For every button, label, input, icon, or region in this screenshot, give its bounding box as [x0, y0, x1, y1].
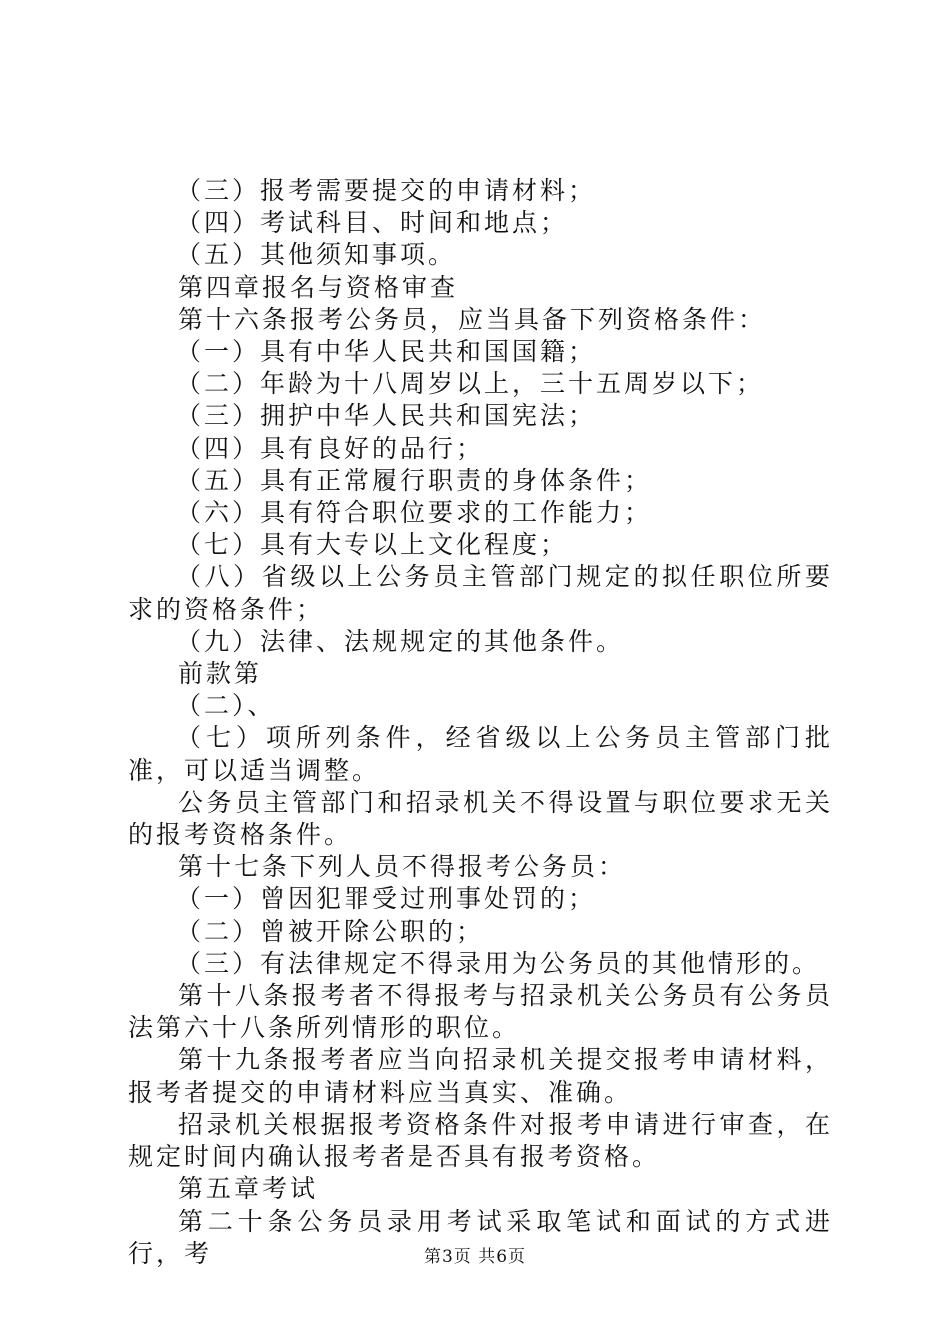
- paragraph: （二）年龄为十八周岁以上，三十五周岁以下；: [176, 369, 765, 399]
- article-paragraph: 第十九条报考者应当向招录机关提交报考申请材料，报考者提交的申请材料应当真实、准确。: [128, 1045, 833, 1107]
- paragraph: （二）曾被开除公职的；: [176, 916, 485, 946]
- paragraph: 公务员主管部门和招录机关不得设置与职位要求无关的报考资格条件。: [128, 787, 833, 850]
- paragraph: （三）拥护中华人民共和国宪法；: [176, 401, 597, 431]
- paragraph: （五）具有正常履行职责的身体条件；: [176, 465, 653, 495]
- chapter-heading: 第四章报名与资格审查: [178, 272, 459, 302]
- paragraph: 前款第: [178, 659, 263, 689]
- paragraph: （九）法律、法规规定的其他条件。: [176, 626, 625, 656]
- paragraph: （七）项所列条件，经省级以上公务员主管部门批准，可以适当调整。: [128, 723, 833, 785]
- paragraph: （一）具有中华人民共和国国籍；: [176, 337, 597, 367]
- paragraph: （四）考试科目、时间和地点；: [176, 208, 569, 238]
- article-paragraph: 第十八条报考者不得报考与招录机关公务员有公务员法第六十八条所列情形的职位。: [128, 981, 833, 1043]
- page-number: 第3页 共6页: [423, 1247, 527, 1267]
- paragraph: （一）曾因犯罪受过刑事处罚的；: [176, 884, 597, 914]
- paragraph: （三）报考需要提交的申请材料；: [176, 176, 597, 205]
- paragraph: （四）具有良好的品行；: [176, 433, 485, 463]
- article-paragraph: 第十七条下列人员不得报考公务员：: [178, 852, 627, 882]
- paragraph: （八）省级以上公务员主管部门规定的拟任职位所要求的资格条件；: [128, 562, 833, 624]
- article-paragraph: 第十六条报考公务员，应当具备下列资格条件：: [178, 304, 767, 334]
- paragraph: （五）其他须知事项。: [176, 240, 457, 270]
- article-paragraph: 第二十条公务员录用考试采取笔试和面试的方式进行，考: [128, 1206, 833, 1268]
- document-body: [128, 175, 833, 1270]
- paragraph: 招录机关根据报考资格条件对报考申请进行审查，在规定时间内确认报考者是否具有报考资格。: [128, 1109, 833, 1172]
- page-footer: [0, 1242, 950, 1267]
- paragraph: （三）有法律规定不得录用为公务员的其他情形的。: [176, 948, 821, 978]
- chapter-heading: 第五章考试: [178, 1174, 319, 1204]
- paragraph: （六）具有符合职位要求的工作能力；: [176, 498, 653, 528]
- paragraph: （七）具有大专以上文化程度；: [176, 530, 569, 560]
- paragraph: （二）、: [176, 691, 276, 721]
